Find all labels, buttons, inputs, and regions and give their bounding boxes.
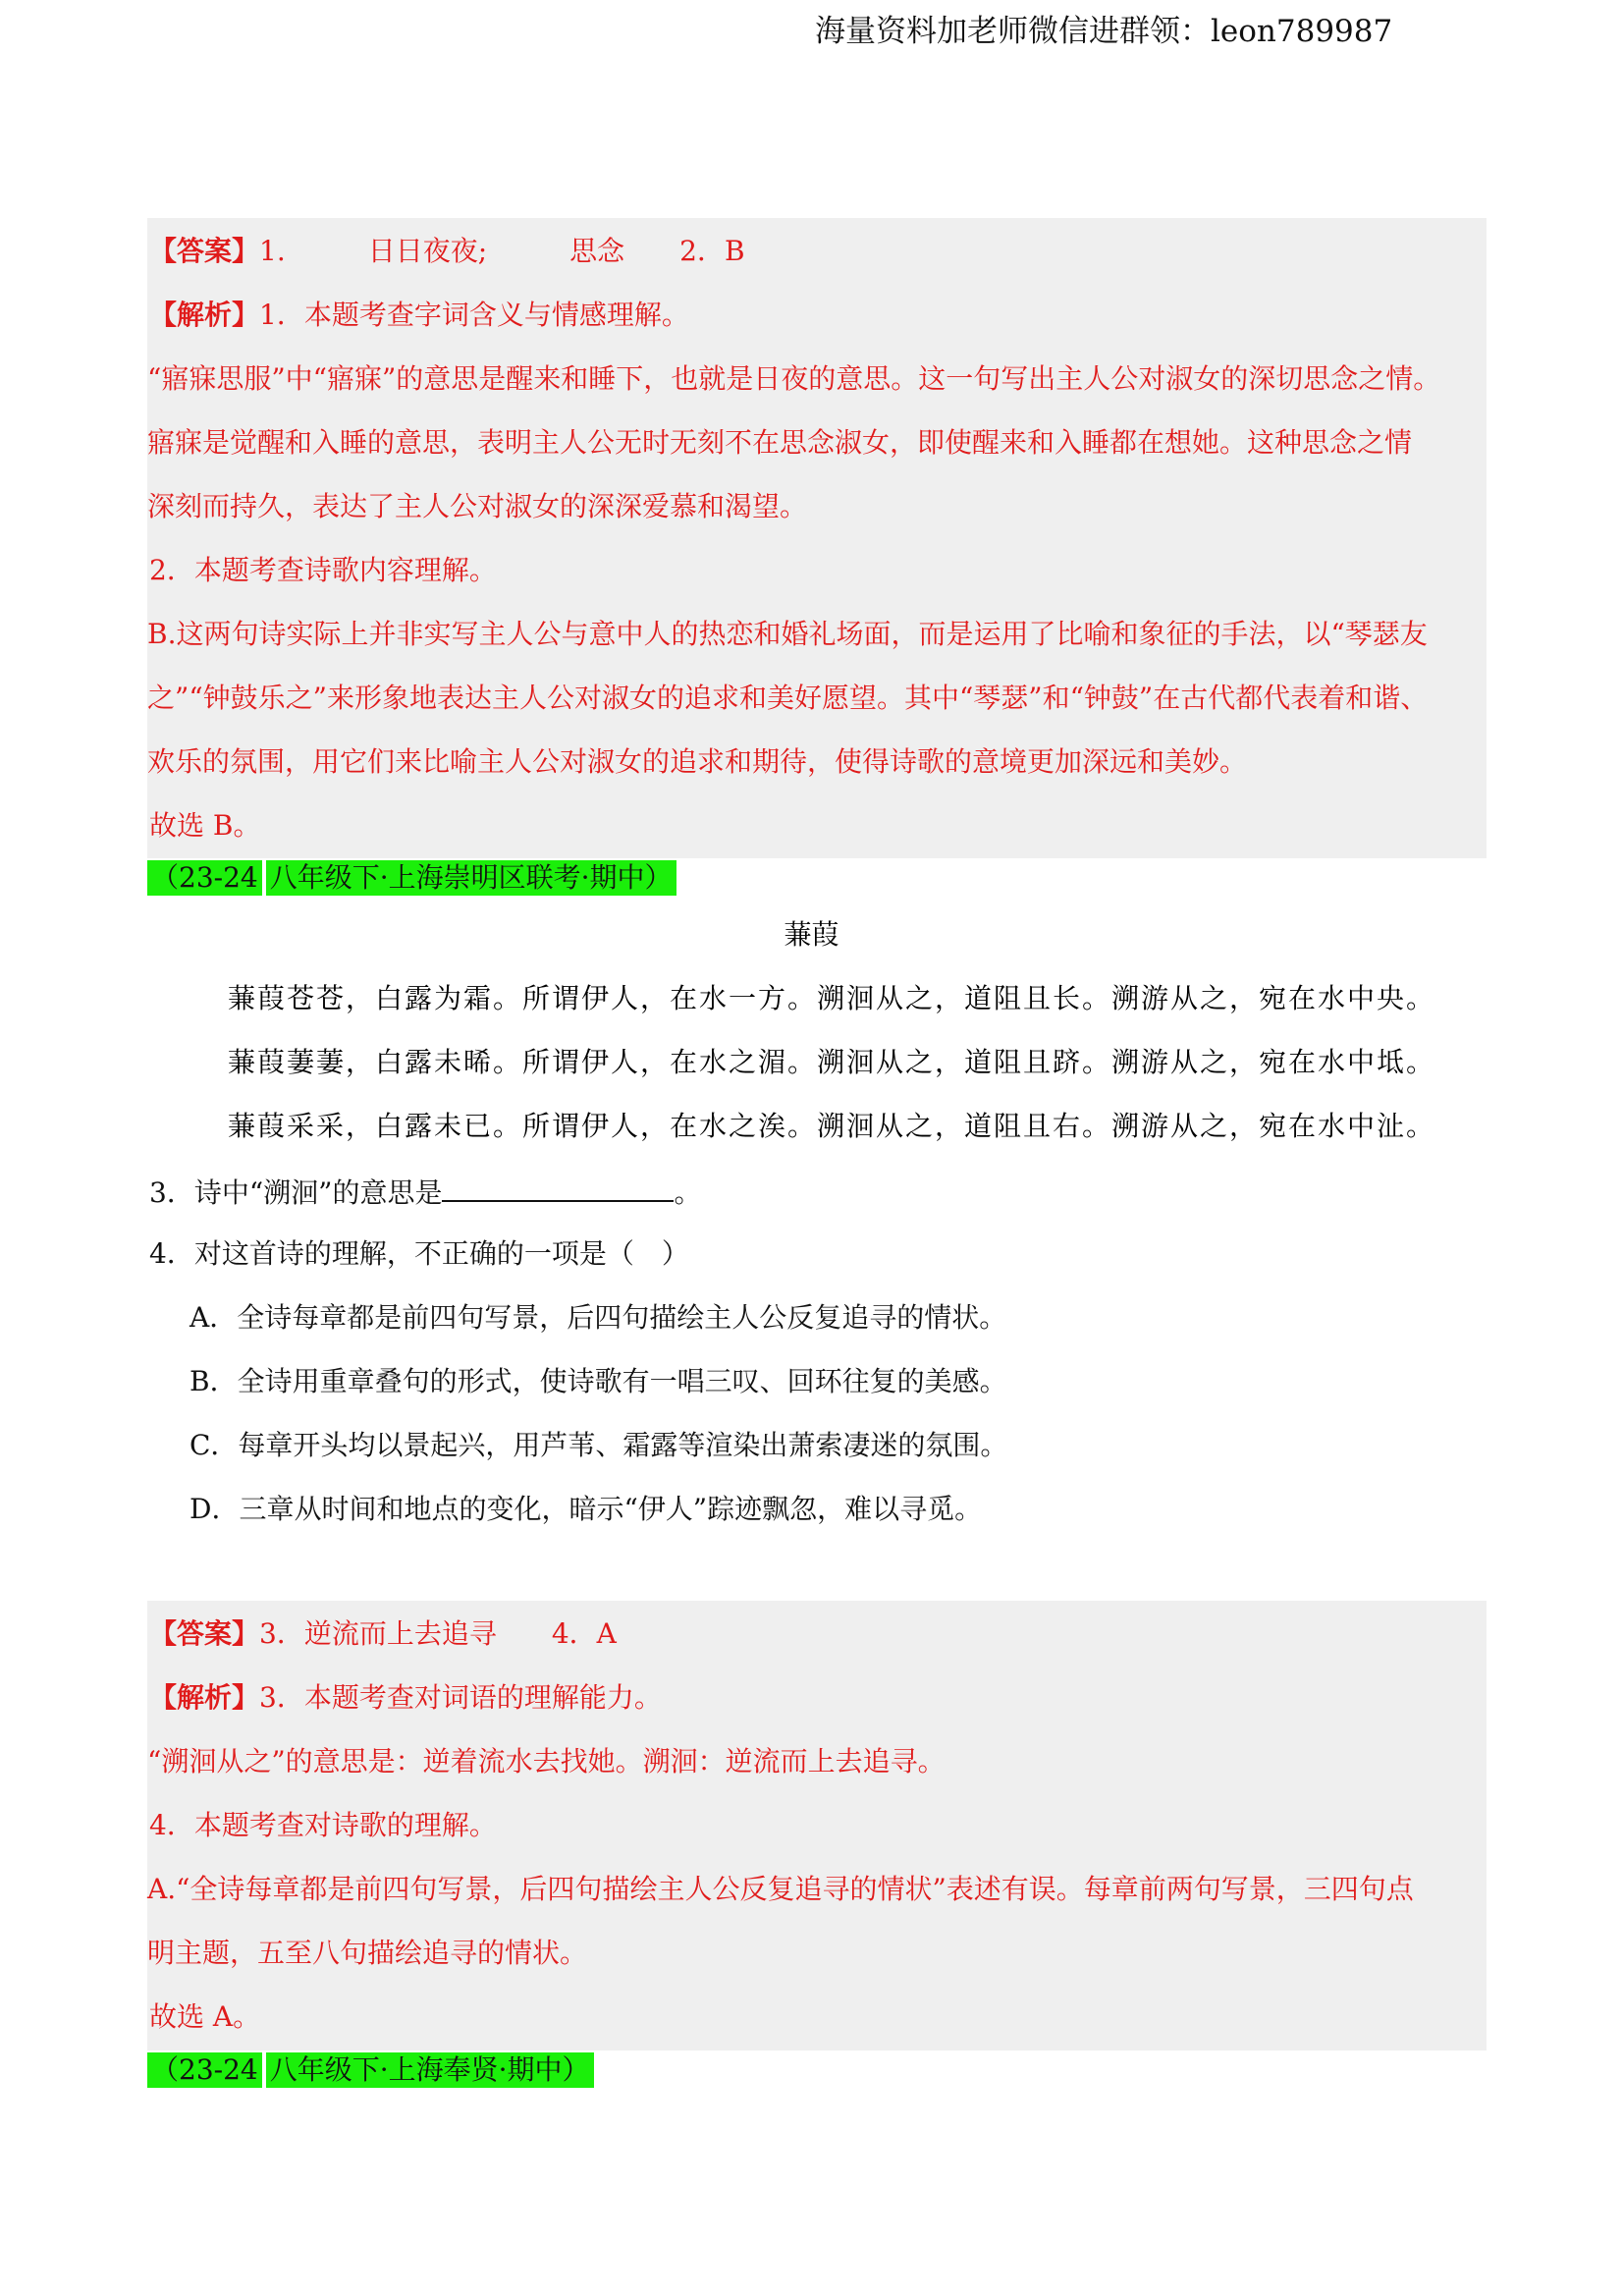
poem-stanza: 蒹葭采采，白露未已。所谓伊人，在水之涘。溯洄从之，道阻且右。溯游从之，宛在水中沚。 — [228, 1110, 1436, 1142]
analysis-text-line: 之”“钟鼓乐之”来形象地表达主人公对淑女的追求和美好愿望。其中“琴瑟”和“钟鼓”在古代都代表着和谐、 — [147, 682, 1429, 714]
option-c: C．每章开头均以景起兴，用芦苇、霜露等渲染出萧索凄迷的氛围。 — [189, 1429, 1008, 1461]
analysis-line: 【解析】3．本题考查对词语的理解能力。 — [149, 1681, 662, 1714]
analysis-text-line: A.“全诗每章都是前四句写景，后四句描绘主人公反复追寻的情状”表述有误。每章前两句写景，三四句点 — [147, 1873, 1414, 1905]
analysis-text-line: “寤寐思服”中“寤寐”的意思是醒来和睡下，也就是日夜的意思。这一句写出主人公对淑女的深切思念之情。 — [147, 362, 1441, 395]
option-b: B．全诗用重章叠句的形式，使诗歌有一唱三叹、回环往复的美感。 — [189, 1365, 1007, 1397]
answer-line: 【答案】3．逆流而上去追寻 4．A — [149, 1617, 617, 1650]
answer-blank — [442, 1171, 674, 1202]
option-d: D．三章从时间和地点的变化，暗示“伊人”踪迹飘忽，难以寻觅。 — [189, 1493, 983, 1525]
analysis-line: 【解析】1．本题考查字词含义与情感理解。 — [149, 299, 689, 331]
analysis-text-line: 欢乐的氛围，用它们来比喻主人公对淑女的追求和期待，使得诗歌的意境更加深远和美妙。 — [147, 745, 1248, 778]
poem-stanza: 蒹葭萋萋，白露未晞。所谓伊人，在水之湄。溯洄从之，道阻且跻。溯游从之，宛在水中坻。 — [228, 1046, 1436, 1078]
option-a: A．全诗每章都是前四句写景，后四句描绘主人公反复追寻的情状。 — [189, 1301, 1007, 1334]
conclusion-line: 故选 B。 — [149, 809, 261, 842]
answer-line: 【答案】1. 日日夜夜; 思念 2．B — [149, 235, 745, 267]
source-tag-2: （23-24 八年级下·上海奉贤·期中） — [147, 2052, 594, 2088]
item4-heading: 4．本题考查对诗歌的理解。 — [149, 1809, 497, 1841]
source-tag-1: （23-24 八年级下·上海崇明区联考·期中） — [147, 860, 676, 896]
conclusion-line: 故选 A。 — [149, 2000, 261, 2033]
analysis-text-line: 深刻而持久，表达了主人公对淑女的深深爱慕和渴望。 — [147, 490, 808, 522]
item2-heading: 2．本题考查诗歌内容理解。 — [149, 554, 497, 586]
analysis-text-line: 寤寐是觉醒和入睡的意思，表明主人公无时无刻不在思念淑女，即使醒来和入睡都在想她。这种思念之情 — [147, 426, 1413, 459]
poem-stanza: 蒹葭苍苍，白露为霜。所谓伊人，在水一方。溯洄从之，道阻且长。溯游从之，宛在水中央。 — [228, 982, 1436, 1014]
poem-title: 蒹葭 — [784, 918, 839, 951]
analysis-text-line: “溯洄从之”的意思是：逆着流水去找她。溯洄：逆流而上去追寻。 — [147, 1745, 946, 1777]
analysis-text-line: 明主题，五至八句描绘追寻的情状。 — [147, 1937, 588, 1969]
question-3: 3．诗中“溯洄”的意思是 。 — [149, 1171, 701, 1213]
question-4: 4．对这首诗的理解，不正确的一项是（ ） — [149, 1237, 689, 1270]
analysis-text-line: B.这两句诗实际上并非实写主人公与意中人的热恋和婚礼场面，而是运用了比喻和象征的手法，以“琴瑟友 — [147, 618, 1428, 650]
page-header-watermark: 海量资料加老师微信进群领：leon789987 — [815, 14, 1393, 49]
